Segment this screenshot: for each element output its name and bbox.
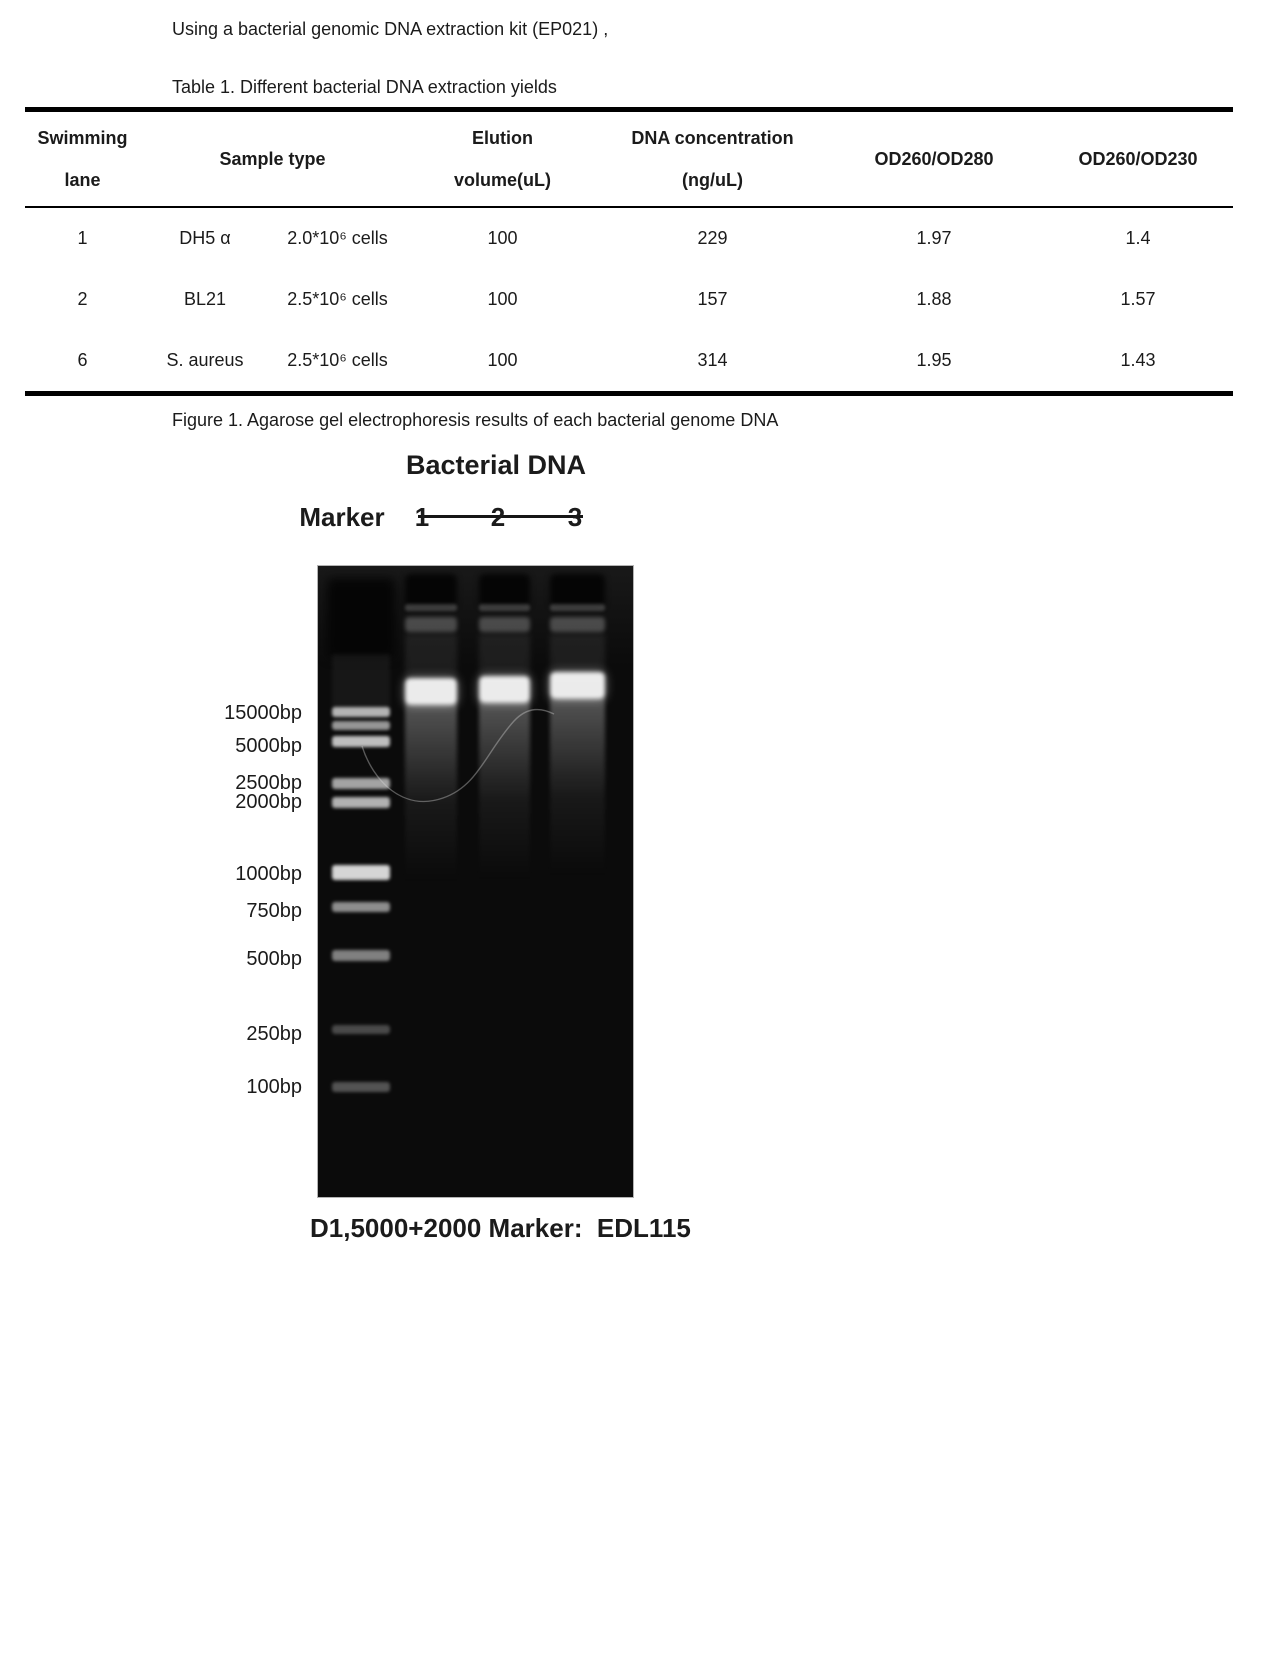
header-od260-od230: OD260/OD230 <box>1078 148 1198 169</box>
cell-concentration: 229 <box>697 228 728 248</box>
header-sample-type: Sample type <box>219 148 326 169</box>
table-row <box>25 269 1233 330</box>
table-row <box>25 330 1233 391</box>
bp-label-5000: 5000bp <box>235 735 302 757</box>
header-line: DNA concentration <box>631 127 794 148</box>
bp-label-750: 750bp <box>246 900 302 922</box>
table-caption: Table 1. Different bacterial DNA extraction yields <box>172 77 557 97</box>
hair-artifact <box>318 566 634 1198</box>
cell-sample-name: DH5 α <box>179 228 231 248</box>
header-line: Elution <box>472 127 533 148</box>
header-line: Swimming <box>37 127 128 148</box>
cell-od280: 1.97 <box>916 228 952 248</box>
table-header-row <box>25 112 1233 208</box>
bp-label-15000: 15000bp <box>224 702 302 724</box>
cell-concentration: 157 <box>697 289 728 309</box>
cell-od280: 1.88 <box>916 289 952 309</box>
lane-label-1: 1 <box>414 502 430 532</box>
header-line: volume(uL) <box>454 169 551 190</box>
cell-sample-amount: 2.5*10⁶ cells <box>287 350 388 370</box>
gel-image <box>317 565 634 1198</box>
header-line: lane <box>64 169 101 190</box>
lane-label-marker: Marker <box>299 502 385 532</box>
bp-label-2000: 2000bp <box>235 791 302 813</box>
cell-concentration: 314 <box>697 350 728 370</box>
cell-elution: 100 <box>487 228 518 248</box>
cell-sample-amount: 2.5*10⁶ cells <box>287 289 388 309</box>
cell-elution: 100 <box>487 289 518 309</box>
gel-group-title: Bacterial DNA <box>405 450 587 480</box>
lane-label-2: 2 <box>490 502 506 532</box>
figure-caption: Figure 1. Agarose gel electrophoresis results of each bacterial genome DNA <box>172 410 779 430</box>
cell-od230: 1.4 <box>1125 228 1151 248</box>
cell-od230: 1.43 <box>1120 350 1156 370</box>
cell-sample-name: S. aureus <box>166 350 244 370</box>
cell-od230: 1.57 <box>1120 289 1156 309</box>
cell-elution: 100 <box>487 350 518 370</box>
cell-sample-amount: 2.0*10⁶ cells <box>287 228 388 248</box>
table-row <box>25 208 1233 269</box>
bp-label-500: 500bp <box>246 948 302 970</box>
bp-label-250: 250bp <box>246 1023 302 1045</box>
header-swimming-lane <box>25 112 140 206</box>
marker-note: D1,5000+2000 Marker: EDL115 <box>310 1213 691 1243</box>
header-dna-concentration <box>600 112 825 206</box>
cell-lane: 2 <box>77 289 88 309</box>
bp-label-1000: 1000bp <box>235 863 302 885</box>
header-od260-od280: OD260/OD280 <box>874 148 994 169</box>
header-line: (ng/uL) <box>682 169 743 190</box>
cell-lane: 1 <box>77 228 88 248</box>
cell-lane: 6 <box>77 350 88 370</box>
cell-od280: 1.95 <box>916 350 952 370</box>
bp-label-100: 100bp <box>246 1076 302 1098</box>
bp-label-2500: 2500bp <box>235 772 302 794</box>
intro-text: Using a bacterial genomic DNA extraction kit (EP021) , <box>172 19 609 39</box>
cell-sample-name: BL21 <box>183 289 227 309</box>
lane-label-3: 3 <box>567 502 583 532</box>
header-elution-volume <box>405 112 600 206</box>
extraction-yields-table <box>25 107 1233 396</box>
